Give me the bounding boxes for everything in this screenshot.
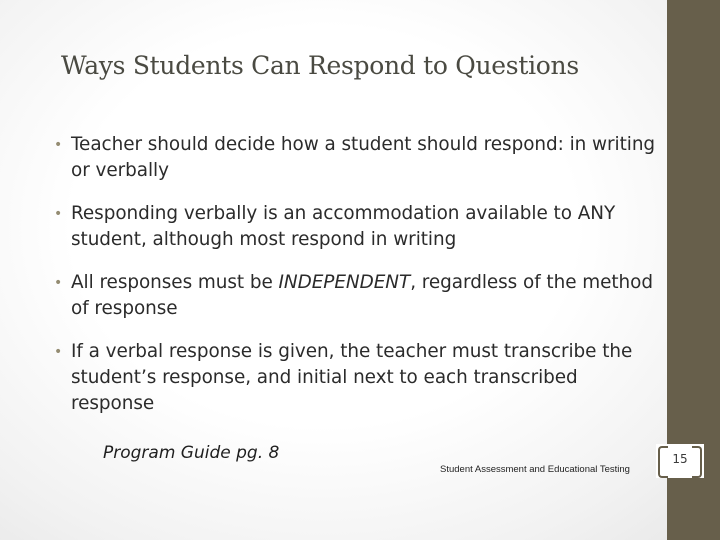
bullet-list [54, 132, 666, 434]
page-number: 15 [672, 452, 688, 466]
bullet-text: Responding verbally is an accommodation available to ANY student, although most respond in writing [71, 203, 616, 250]
bullet-marker: • [54, 137, 63, 153]
bullet-item [54, 201, 666, 253]
bullet-marker: • [54, 275, 63, 291]
bullet-text: If a verbal response is given, the teacher must transcribe the student’s response, and initial next to each transcribed response [71, 341, 633, 414]
program-guide-reference: Program Guide pg. 8 [103, 443, 280, 463]
bullet-text-after: , regardless of the method of response [71, 272, 653, 319]
bullet-emphasis: INDEPENDENT [278, 272, 411, 293]
bullet-item [54, 132, 666, 184]
bullet-item [54, 270, 666, 322]
bullet-item [54, 339, 666, 417]
bullet-text-before: All responses must be [71, 272, 279, 293]
footer-text: Student Assessment and Educational Testing [440, 464, 630, 475]
bullet-marker: • [54, 344, 63, 360]
slide-title: Ways Students Can Respond to Questions [61, 51, 579, 80]
page-number-badge [656, 444, 704, 478]
bullet-marker: • [54, 206, 63, 222]
bullet-text: Teacher should decide how a student should respond: in writing or verbally [71, 134, 656, 181]
